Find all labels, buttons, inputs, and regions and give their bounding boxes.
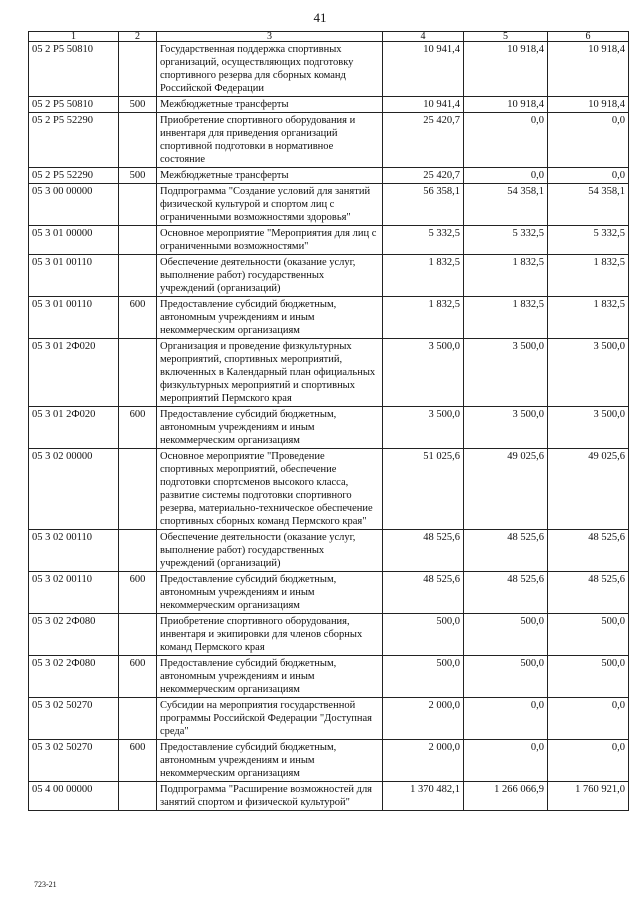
- row-value-col6: 500,0: [548, 614, 629, 656]
- row-expense-type: 600: [119, 656, 157, 698]
- table-row: [29, 113, 629, 168]
- row-expense-type: [119, 113, 157, 168]
- table-row: [29, 698, 629, 740]
- row-value-col5: 0,0: [464, 698, 548, 740]
- row-expense-type: [119, 255, 157, 297]
- row-value-col6: 500,0: [548, 656, 629, 698]
- row-value-col5: 48 525,6: [464, 572, 548, 614]
- table-row: [29, 168, 629, 184]
- row-value-col5: 48 525,6: [464, 530, 548, 572]
- row-value-col6: 10 918,4: [548, 42, 629, 97]
- row-name: Обеспечение деятельности (оказание услуг, выполнение работ) государственных учреждений (организаций): [157, 530, 383, 572]
- row-value-col6: 0,0: [548, 168, 629, 184]
- row-value-col6: 1 832,5: [548, 255, 629, 297]
- table-row: [29, 449, 629, 530]
- row-value-col4: 51 025,6: [383, 449, 464, 530]
- row-value-col4: 10 941,4: [383, 97, 464, 113]
- row-value-col4: 25 420,7: [383, 113, 464, 168]
- row-value-col4: 1 832,5: [383, 297, 464, 339]
- row-value-col4: 500,0: [383, 614, 464, 656]
- header-cell: 5: [464, 32, 548, 42]
- row-code: 05 3 02 00110: [29, 572, 119, 614]
- header-cell: 1: [29, 32, 119, 42]
- row-code: 05 2 P5 50810: [29, 42, 119, 97]
- row-expense-type: [119, 449, 157, 530]
- header-cell: 4: [383, 32, 464, 42]
- row-expense-type: [119, 184, 157, 226]
- table-row: [29, 339, 629, 407]
- row-name: Государственная поддержка спортивных организаций, осуществляющих подготовку спортивного резерва для сборных команд Российской Федерации: [157, 42, 383, 97]
- row-name: Межбюджетные трансферты: [157, 168, 383, 184]
- row-value-col5: 5 332,5: [464, 226, 548, 255]
- row-expense-type: 500: [119, 168, 157, 184]
- table-row: [29, 255, 629, 297]
- row-expense-type: [119, 614, 157, 656]
- row-code: 05 3 02 00000: [29, 449, 119, 530]
- row-code: 05 3 02 50270: [29, 740, 119, 782]
- page-number: 41: [313, 10, 327, 25]
- row-value-col4: 1 370 482,1: [383, 782, 464, 811]
- header-cell: 3: [157, 32, 383, 42]
- row-code: 05 3 01 2Ф020: [29, 407, 119, 449]
- row-name: Подпрограмма "Создание условий для занятий физической культурой и спортом лиц с ограниченными возможностями здоровья": [157, 184, 383, 226]
- table-row: [29, 297, 629, 339]
- row-value-col6: 3 500,0: [548, 339, 629, 407]
- row-value-col5: 1 832,5: [464, 255, 548, 297]
- row-expense-type: [119, 530, 157, 572]
- table-row: [29, 572, 629, 614]
- row-value-col4: 56 358,1: [383, 184, 464, 226]
- row-value-col4: 3 500,0: [383, 407, 464, 449]
- row-name: Подпрограмма "Расширение возможностей для занятий спортом и физической культурой": [157, 782, 383, 811]
- row-value-col4: 10 941,4: [383, 42, 464, 97]
- row-value-col5: 0,0: [464, 168, 548, 184]
- row-code: 05 2 P5 50810: [29, 97, 119, 113]
- row-value-col6: 1 760 921,0: [548, 782, 629, 811]
- row-value-col5: 1 266 066,9: [464, 782, 548, 811]
- row-name: Субсидии на мероприятия государственной программы Российской Федерации "Доступная среда": [157, 698, 383, 740]
- row-expense-type: [119, 698, 157, 740]
- budget-table: [28, 31, 629, 811]
- row-value-col5: 3 500,0: [464, 339, 548, 407]
- row-value-col4: 1 832,5: [383, 255, 464, 297]
- row-value-col4: 48 525,6: [383, 530, 464, 572]
- row-expense-type: 500: [119, 97, 157, 113]
- table-row: [29, 740, 629, 782]
- row-value-col6: 1 832,5: [548, 297, 629, 339]
- row-expense-type: 600: [119, 572, 157, 614]
- row-value-col6: 48 525,6: [548, 530, 629, 572]
- row-value-col6: 0,0: [548, 740, 629, 782]
- row-name: Обеспечение деятельности (оказание услуг, выполнение работ) государственных учреждений (организаций): [157, 255, 383, 297]
- row-value-col5: 3 500,0: [464, 407, 548, 449]
- row-value-col6: 0,0: [548, 113, 629, 168]
- row-code: 05 3 02 00110: [29, 530, 119, 572]
- row-value-col4: 500,0: [383, 656, 464, 698]
- row-name: Предоставление субсидий бюджетным, автономным учреждениям и иным некоммерческим организациям: [157, 656, 383, 698]
- row-value-col4: 2 000,0: [383, 740, 464, 782]
- row-value-col4: 2 000,0: [383, 698, 464, 740]
- row-value-col6: 10 918,4: [548, 97, 629, 113]
- table-row: [29, 407, 629, 449]
- row-name: Основное мероприятие "Проведение спортивных мероприятий, обеспечение подготовки спортсменов высокого класса, развитие системы подготовки спортивного резерва, материально-техническое обеспечение спортивных сборных команд Пермского края": [157, 449, 383, 530]
- row-value-col5: 49 025,6: [464, 449, 548, 530]
- row-value-col5: 0,0: [464, 113, 548, 168]
- row-code: 05 3 01 00000: [29, 226, 119, 255]
- row-expense-type: [119, 339, 157, 407]
- row-code: 05 3 00 00000: [29, 184, 119, 226]
- table-row: [29, 184, 629, 226]
- row-code: 05 4 00 00000: [29, 782, 119, 811]
- row-value-col5: 10 918,4: [464, 42, 548, 97]
- row-value-col6: 3 500,0: [548, 407, 629, 449]
- row-value-col5: 500,0: [464, 614, 548, 656]
- row-expense-type: [119, 226, 157, 255]
- table-row: [29, 614, 629, 656]
- row-code: 05 2 P5 52290: [29, 113, 119, 168]
- row-name: Приобретение спортивного оборудования и инвентаря для приведения организаций спортивной подготовки в нормативное состояние: [157, 113, 383, 168]
- row-code: 05 3 02 2Ф080: [29, 656, 119, 698]
- row-name: Основное мероприятие "Мероприятия для лиц с ограниченными возможностями": [157, 226, 383, 255]
- row-name: Предоставление субсидий бюджетным, автономным учреждениям и иным некоммерческим организациям: [157, 572, 383, 614]
- row-value-col4: 48 525,6: [383, 572, 464, 614]
- row-value-col6: 48 525,6: [548, 572, 629, 614]
- row-name: Предоставление субсидий бюджетным, автономным учреждениям и иным некоммерческим организациям: [157, 297, 383, 339]
- row-value-col6: 0,0: [548, 698, 629, 740]
- table-row: [29, 42, 629, 97]
- table-row: [29, 97, 629, 113]
- row-name: Предоставление субсидий бюджетным, автономным учреждениям и иным некоммерческим организациям: [157, 407, 383, 449]
- table-row: [29, 656, 629, 698]
- row-value-col4: 3 500,0: [383, 339, 464, 407]
- row-value-col5: 54 358,1: [464, 184, 548, 226]
- row-value-col6: 5 332,5: [548, 226, 629, 255]
- row-code: 05 2 P5 52290: [29, 168, 119, 184]
- row-value-col6: 54 358,1: [548, 184, 629, 226]
- row-value-col4: 5 332,5: [383, 226, 464, 255]
- row-name: Предоставление субсидий бюджетным, автономным учреждениям и иным некоммерческим организациям: [157, 740, 383, 782]
- row-name: Организация и проведение физкультурных мероприятий, спортивных мероприятий, включенных в Календарный план официальных физкультурных мероприятий и спортивных мероприятий Пермского края: [157, 339, 383, 407]
- row-expense-type: [119, 782, 157, 811]
- row-value-col5: 0,0: [464, 740, 548, 782]
- row-expense-type: 600: [119, 740, 157, 782]
- row-value-col5: 500,0: [464, 656, 548, 698]
- table-row: [29, 782, 629, 811]
- footer-code: 723-21: [34, 880, 57, 889]
- row-value-col6: 49 025,6: [548, 449, 629, 530]
- row-expense-type: 600: [119, 297, 157, 339]
- row-value-col5: 1 832,5: [464, 297, 548, 339]
- table-row: [29, 226, 629, 255]
- row-code: 05 3 02 50270: [29, 698, 119, 740]
- row-expense-type: 600: [119, 407, 157, 449]
- row-value-col5: 10 918,4: [464, 97, 548, 113]
- header-cell: 6: [548, 32, 629, 42]
- row-code: 05 3 01 2Ф020: [29, 339, 119, 407]
- row-value-col4: 25 420,7: [383, 168, 464, 184]
- table-row: [29, 530, 629, 572]
- row-code: 05 3 01 00110: [29, 255, 119, 297]
- header-row: [29, 32, 629, 42]
- row-code: 05 3 01 00110: [29, 297, 119, 339]
- row-code: 05 3 02 2Ф080: [29, 614, 119, 656]
- header-cell: 2: [119, 32, 157, 42]
- row-name: Межбюджетные трансферты: [157, 97, 383, 113]
- row-expense-type: [119, 42, 157, 97]
- row-name: Приобретение спортивного оборудования, инвентаря и экипировки для членов сборных команд Пермского края: [157, 614, 383, 656]
